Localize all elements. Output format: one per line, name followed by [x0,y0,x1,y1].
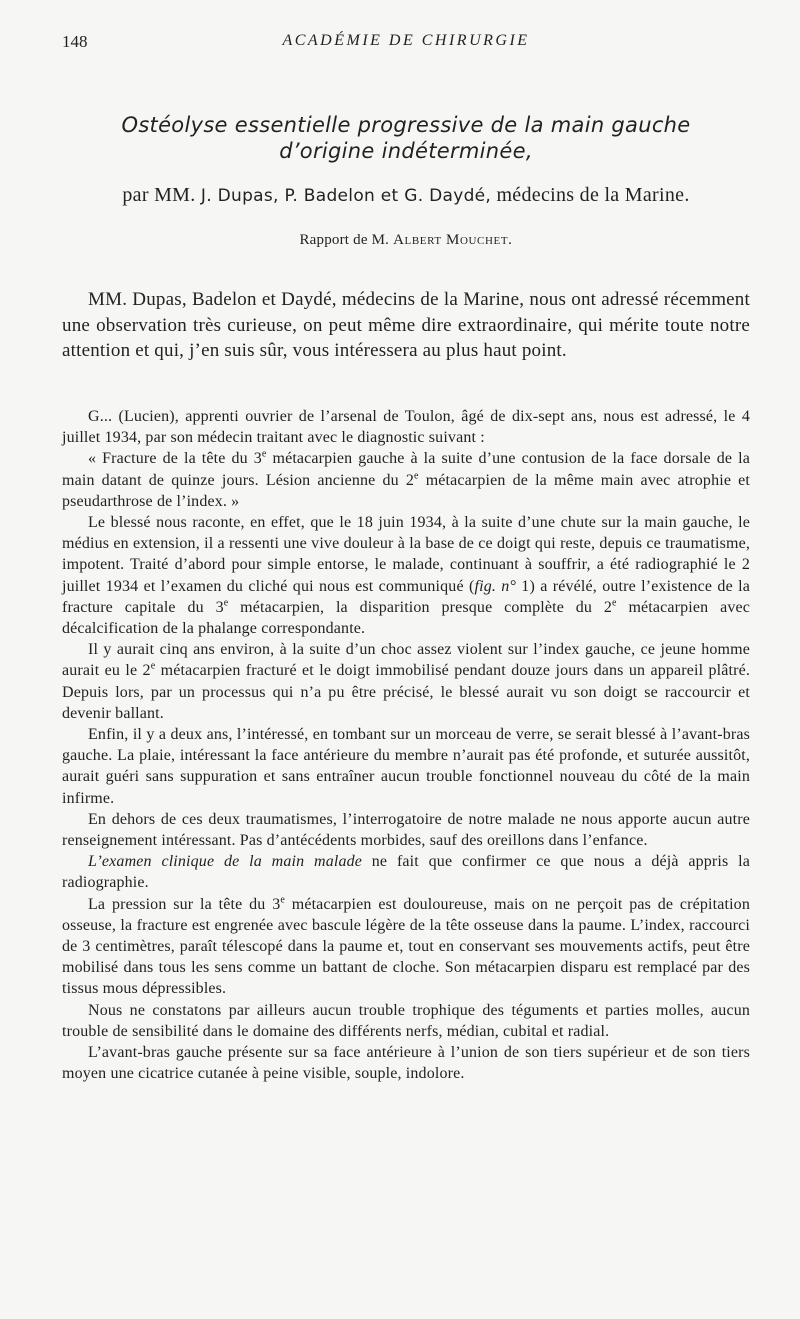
article-title [62,112,750,164]
intro-paragraph: MM. Dupas, Badelon et Daydé, médecins de la Marine, nous ont adressé récemment une observation très curieuse, on peut même dire extraordinaire, qui mérite toute notre attention et qui, j’en suis sûr, vous intéressera au plus haut point. [62,289,750,361]
paragraph-4: Il y aurait cinq ans environ, à la suite d’un choc assez violent sur l’index gauche, ce jeune homme aurait eu le 2e métacarpien fracturé et le doigt immobilisé pendant douze jours dans un appareil plâtré. Depuis lors, par un processus qui n’a pu être précisé, le blessé aurait vu son doigt se raccourcir et devenir ballant. [62,641,751,722]
authors-line [62,184,750,207]
paragraph-10: L’avant-bras gauche présente sur sa face antérieure à l’union de son tiers supérieur et de son tiers moyen une cicatrice cutanée à peine visible, souple, indolore. [62,1044,750,1083]
paragraph-6: En dehors de ces deux traumatismes, l’interrogatoire de notre malade ne nous apporte aucun autre renseignement intéressant. Pas d’antécédents morbides, sauf des oreillons dans l’enfance. [62,810,750,850]
article-body [62,406,750,1085]
authors-suffix: médecins de la Marine. [496,184,690,206]
paragraph-3: Le blessé nous raconte, en effet, que le 18 juin 1934, à la suite d’une chute sur la main gauche, le médius en extension, il a ressenti une vive douleur à la base de ce doigt qui reste, depuis ce traumatisme, impotent. Traité d’abord pour simple entorse, le malade, continuant à souffrir, a été radiographié le 2 juillet 1934 et l’examen du cliché qui nous est communiqué (fig. n° 1) a révélé, outre l’existence de la fracture capitale du 3e métacarpien, la disparition presque complète du 2e métacarpien avec décalcification de la phalange correspondante. [62,514,750,638]
section-lead-italic: L’examen clinique de la main malade [88,853,363,871]
paragraph-8: La pression sur la tête du 3e métacarpien est douloureuse, mais on ne perçoit pas de crépitation osseuse, la fracture est engrenée avec bascule légère de la tête osseuse dans la paume. L’index, raccourci de 3 centimètres, paraît télescopé dans la paume et, tout en conservant ses mouvements actifs, peut être mobilisé dans tous les sens comme un battant de cloche. Son métacarpien disparu est remplacé par des tissus mous dépressibles. [62,894,750,998]
running-header [62,32,750,54]
paragraph-7: L’examen clinique de la main malade ne fait que confirmer ce que nous a déjà appris la radiographie. [62,853,750,892]
paragraph-1: G... (Lucien), apprenti ouvrier de l’arsenal de Toulon, âgé de dix-sept ans, nous est adressé, le 4 juillet 1934, par son médecin traitant avec le diagnostic suivant : [62,408,750,447]
report-prefix: Rapport de M. [299,232,390,248]
page-number: 148 [62,32,88,51]
paragraph-9: Nous ne constatons par ailleurs aucun trouble trophique des téguments et parties molles, aucun trouble de sensibilité dans le domaine des différents nerfs, médian, cubital et radial. [62,1001,750,1040]
paragraph-2: « Fracture de la tête du 3e métacarpien gauche à la suite d’une contusion de la face dorsale de la main datant de quinze jours. Lésion ancienne du 2e métacarpien de la même main avec atrophie et pseudarthrose de l’index. » [62,449,750,510]
figure-reference: fig. n° [474,577,516,595]
authors-prefix: par MM. [122,184,196,206]
journal-title: ACADÉMIE DE CHIRURGIE [282,32,530,49]
report-line [62,232,750,249]
report-author: Albert Mouchet. [393,232,513,248]
authors-names: J. Dupas, P. Badelon et G. Daydé, [200,186,492,206]
article-title-line-2: d’origine indéterminée, [279,139,533,163]
paragraph-5: Enfin, il y a deux ans, l’intéressé, en tombant sur un morceau de verre, se serait blessé à l’avant-bras gauche. La plaie, intéressant la face antérieure du membre n’aurait pas été profonde, et suturée aussitôt, aurait guéri sans suppuration et sans entraîner aucun trouble fonctionnel nouveau du côté de la main infirme. [62,726,750,807]
article-title-line-1: Ostéolyse essentielle progressive de la main gauche [121,113,691,137]
